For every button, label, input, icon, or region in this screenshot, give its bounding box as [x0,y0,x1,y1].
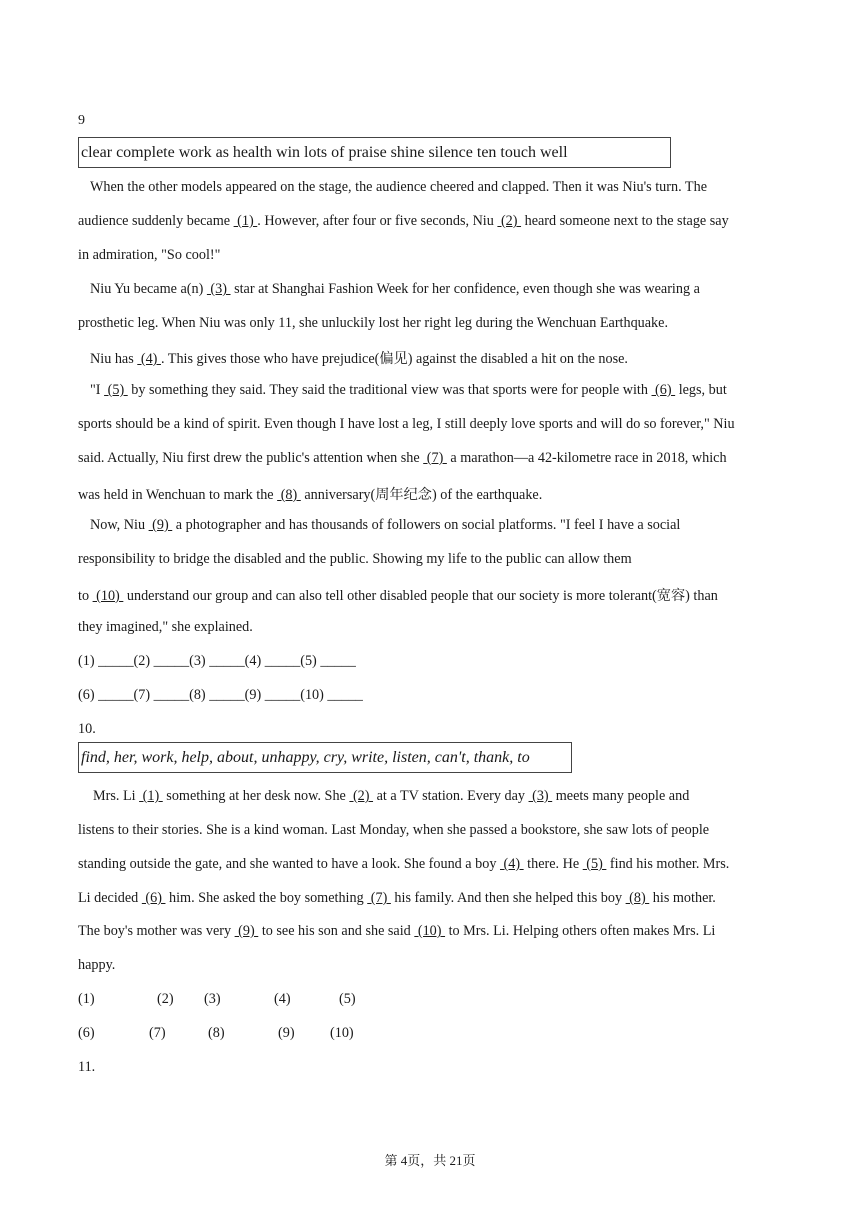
answer-blank: (5) [582,856,607,872]
answer-blank: (9) [234,923,259,939]
q10-word-bank: find, her, work, help, about, unhappy, cry, write, listen, can't, thank, to [78,742,572,773]
answer-blank: (7) [423,450,447,466]
q10-answer-label: (7) [149,1025,166,1041]
passage-line [78,382,796,399]
q9-word-bank: clear complete work as health win lots of praise shine silence ten touch well [78,137,671,168]
q10-answer-label: (2) [157,991,174,1007]
passage-text: in admiration, "So cool!" [78,247,221,263]
answer-blank: (6) [141,890,166,906]
passage-text: Niu Yu became a(n) [90,281,207,297]
passage-text: to Mrs. Li. Helping others often makes Mrs. Li [445,923,716,939]
answer-blank: (8) [277,487,301,503]
passage-text: Niu has [90,351,138,367]
passage-line [78,315,784,332]
passage-text: Now, Niu [90,517,149,533]
passage-line [78,348,796,368]
passage-line [78,247,784,264]
passage-text: sports should be a kind of spirit. Even though I have lost a leg, I still deeply love sports and will do so forever," Niu [78,416,735,432]
passage-text: his mother. [649,890,716,906]
passage-line [78,517,796,534]
passage-text: The boy's mother was very [78,923,235,939]
answer-blank: (6) [651,382,676,398]
passage-text: by something they said. They said the traditional view was that sports were for people with [127,382,652,398]
q10-answer-label: (1) [78,991,95,1007]
passage-line [78,281,796,298]
passage-line [78,890,784,907]
answer-blank: (2) [497,213,522,229]
passage-line [78,923,784,940]
page-footer: 第 4页，共 21页 [384,1153,476,1168]
answer-blank: (2) [349,788,374,804]
answer-blank: (10) [92,588,124,604]
passage-text: happy. [78,957,116,973]
answer-blank: (1) [233,213,258,229]
passage-text: they imagined," she explained. [78,619,253,635]
q10-answer-label: (9) [278,1025,295,1041]
passage-line [78,179,796,196]
answer-blank: (1) [139,788,163,804]
passage-text: When the other models appeared on the stage, the audience cheered and clapped. Then it was Niu's turn. The [90,179,707,195]
q10-answer-label: (8) [208,1025,225,1041]
passage-text: "I [90,382,105,398]
passage-text: to [78,588,93,604]
passage-text: heard someone next to the stage say [521,213,729,229]
passage-text: Mrs. Li [93,788,140,804]
passage-text: standing outside the gate, and she wanted to have a look. She found a boy [78,856,500,872]
passage-line [78,213,784,230]
question-9-number: 9 [78,113,85,128]
answer-blank: (9) [148,517,173,533]
q10-answer-label: (4) [274,991,291,1007]
answer-blank: (10) [414,923,446,939]
passage-text: star at Shanghai Fashion Week for her confidence, even though she was wearing a [230,281,700,297]
answer-blank: (3) [528,788,553,804]
passage-text: understand our group and can also tell other disabled people that our society is more tolerant(宽容) than [123,588,718,604]
passage-line [78,957,784,974]
answer-blank: (4) [137,351,161,367]
passage-line [78,551,784,568]
q10-answer-label: (6) [78,1025,95,1041]
passage-line [78,450,784,467]
q9-answer-row-2: (6) _____(7) _____(8) _____(9) _____(10) _____ [78,687,363,703]
passage-text: something at her desk now. She [162,788,350,804]
passage-text: . However, after four or five seconds, Niu [257,213,498,229]
passage-text: anniversary(周年纪念) of the earthquake. [300,487,543,503]
passage-text: there. He [523,856,583,872]
q9-answer-row-1: (1) _____(2) _____(3) _____(4) _____(5) _____ [78,653,356,669]
answer-blank: (4) [499,856,524,872]
question-11-number: 11. [78,1059,96,1075]
passage-text: to see his son and she said [258,923,415,939]
passage-text: . This gives those who have prejudice(偏见) against the disabled a hit on the nose. [160,351,628,367]
passage-text: audience suddenly became [78,213,234,229]
passage-line [78,822,784,839]
answer-blank: (3) [206,281,231,297]
passage-text: him. She asked the boy something [165,890,368,906]
answer-blank: (7) [367,890,391,906]
q10-answer-label: (3) [204,991,221,1007]
passage-text: meets many people and [552,788,690,804]
passage-line [78,619,784,636]
passage-text: a marathon—a 42-kilometre race in 2018, which [446,450,727,466]
passage-text: his family. And then she helped this boy [390,890,626,906]
passage-text: Li decided [78,890,142,906]
passage-line [78,585,784,605]
passage-text: listens to their stories. She is a kind woman. Last Monday, when she passed a bookstore, she saw lots of people [78,822,710,838]
q10-answer-label: (10) [330,1025,354,1041]
passage-text: responsibility to bridge the disabled and the public. Showing my life to the public can allow them [78,551,632,567]
passage-line [78,416,784,433]
passage-text: at a TV station. Every day [373,788,529,804]
passage-text: said. Actually, Niu first drew the public's attention when she [78,450,424,466]
answer-blank: (8) [625,890,650,906]
passage-line [78,484,784,504]
passage-line [78,856,784,873]
passage-line [78,788,799,805]
q10-answer-label: (5) [339,991,356,1007]
passage-text: legs, but [675,382,727,398]
passage-text: find his mother. Mrs. [606,856,730,872]
answer-blank: (5) [104,382,128,398]
passage-text: a photographer and has thousands of followers on social platforms. "I feel I have a social [172,517,681,533]
passage-text: prosthetic leg. When Niu was only 11, she unluckily lost her right leg during the Wenchuan Earthquake. [78,315,668,331]
question-10-number: 10. [78,721,96,737]
passage-text: was held in Wenchuan to mark the [78,487,278,503]
